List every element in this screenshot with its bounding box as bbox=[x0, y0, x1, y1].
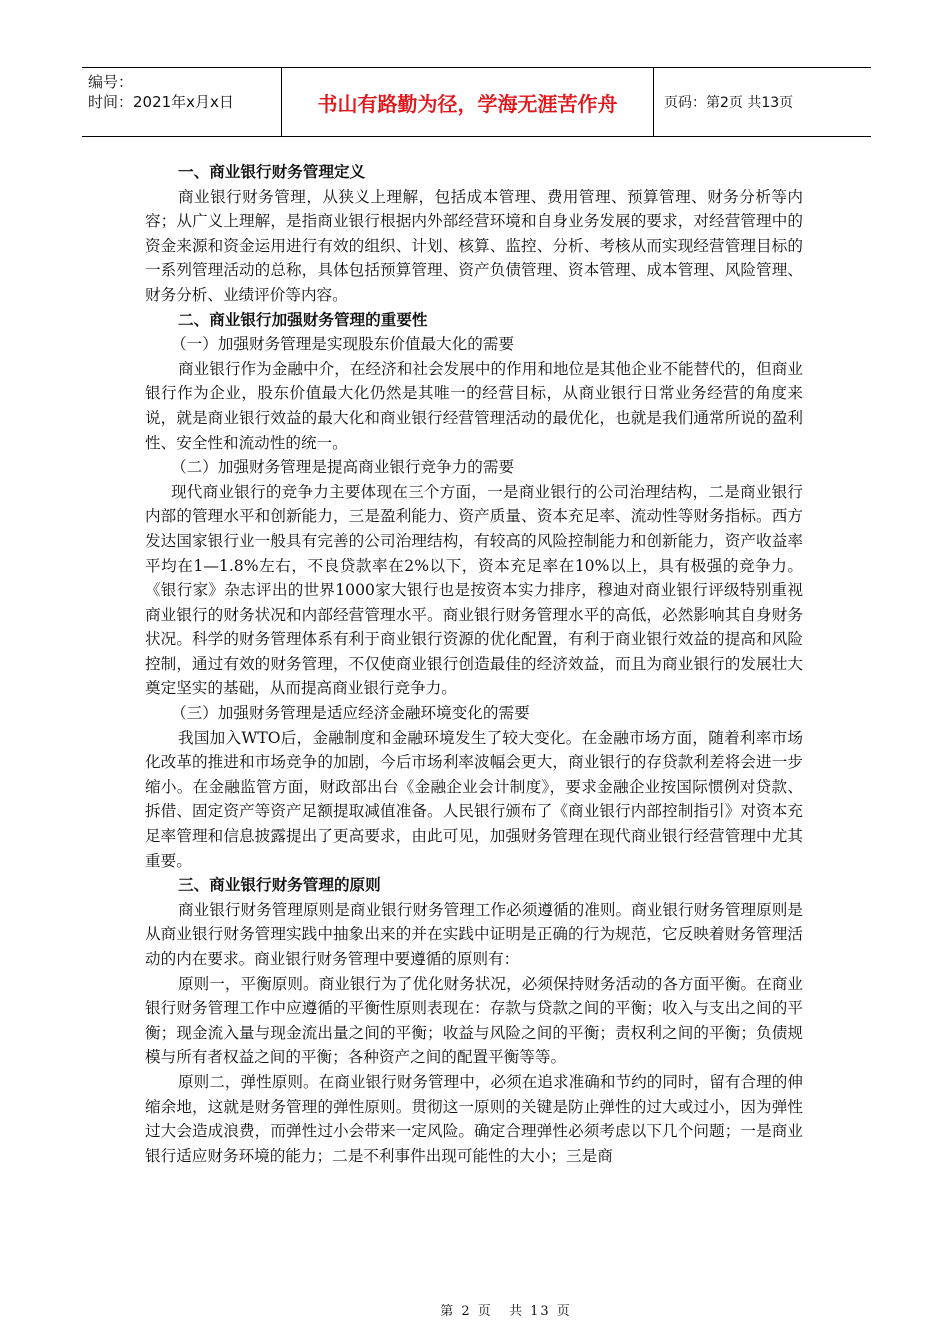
body-paragraph: 原则一，平衡原则。商业银行为了优化财务状况，必须保持财务活动的各方面平衡。在商业银行财务管理工作中应遵循的平衡性原则表现在：存款与贷款之间的平衡；收入与支出之间的平衡；现金流入量与现金流出量之间的平衡；收益与风险之间的平衡；责权利之间的平衡；负债规模与所有者权益之间的平衡；各种资产之间的配置平衡等等。 bbox=[145, 974, 803, 1067]
header-info-cell bbox=[82, 68, 282, 136]
body-paragraph: 商业银行财务管理，从狭义上理解，包括成本管理、费用管理、预算管理、财务分析等内容；从广义上理解，是指商业银行根据内外部经营环境和自身业务发展的要求，对经营管理中的资金来源和资金运用进行有效的组织、计划、核算、监控、分析、考核从而实现经营管理目标的一系列管理活动的总称，具体包括预算管理、资产负债管理、资本管理、成本管理、风险管理、财务分析、业绩评价等内容。 bbox=[145, 187, 803, 304]
section-heading: 二、商业银行加强财务管理的重要性 bbox=[178, 309, 428, 329]
footer-total-pages: 共 13 页 bbox=[508, 1304, 572, 1319]
document-body bbox=[145, 160, 803, 1168]
body-paragraph: 我国加入WTO后，金融制度和金融环境发生了较大变化。在金融市场方面，随着利率市场化改革的推进和市场竞争的加剧，今后市场利率波幅会更大，商业银行的存贷款利差将会进一步缩小。在金融监管方面，财政部出台《金融企业会计制度》，要求金融企业按国际惯例对贷款、拆借、固定资产等资产足额提取减值准备。人民银行颁布了《商业银行内部控制指引》对资本充足率管理和信息披露提出了更高要求，由此可见，加强财务管理在现代商业银行经营管理中尤其重要。 bbox=[145, 728, 803, 870]
header-motto-cell bbox=[282, 68, 654, 136]
body-paragraph: 现代商业银行的竞争力主要体现在三个方面，一是商业银行的公司治理结构，二是商业银行内部的管理水平和创新能力，三是盈利能力、资产质量、资本充足率、流动性等财务指标。西方发达国家银行业一般具有完善的公司治理结构，有较高的风险控制能力和创新能力，资产收益率平均在1—1.8%左右，不良贷款率在2%以下，资本充足率在10%以上，具有极强的竞争力。《银行家》杂志评出的世界1000家大银行也是按资本实力排序，穆迪对商业银行评级特别重视商业银行的财务状况和内部经营管理水平。商业银行财务管理水平的高低，必然影响其自身财务状况。科学的财务管理体系有利于商业银行资源的优化配置，有利于商业银行效益的提高和风险控制，通过有效的财务管理，不仅使商业银行创造最佳的经济效益，而且为商业银行的发展壮大奠定坚实的基础，从而提高商业银行竞争力。 bbox=[145, 482, 803, 698]
subsection-heading: （二）加强财务管理是提高商业银行竞争力的需要 bbox=[171, 458, 515, 477]
page-footer bbox=[0, 1300, 950, 1319]
header-page-cell bbox=[654, 68, 871, 136]
body-paragraph: 商业银行作为金融中介，在经济和社会发展中的作用和地位是其他企业不能替代的，但商业银行作为企业，股东价值最大化仍然是其唯一的经营目标，从商业银行日常业务经营的角度来说，就是商业银行效益的最大化和商业银行经营管理活动的最优化，也就是我们通常所说的盈利性、安全性和流动性的统一。 bbox=[145, 359, 803, 452]
number-label: 编号： bbox=[88, 73, 134, 91]
section-heading: 一、商业银行财务管理定义 bbox=[178, 162, 366, 181]
document-header bbox=[82, 67, 871, 137]
subsection-heading: （一）加强财务管理是实现股东价值最大化的需要 bbox=[171, 335, 515, 354]
footer-page-number: 第 2 页 bbox=[440, 1304, 493, 1319]
subsection-heading: （三）加强财务管理是适应经济金融环境变化的需要 bbox=[171, 704, 530, 723]
body-paragraph: 原则二，弹性原则。在商业银行财务管理中，必须在追求准确和节约的同时，留有合理的伸缩余地，这就是财务管理的弹性原则。贯彻这一原则的关键是防止弹性的过大或过小，因为弹性过大会造成浪费，而弹性过小会带来一定风险。确定合理弹性必须考虑以下几个问题；一是商业银行适应财务环境的能力；二是不利事件出现可能性的大小；三是商 bbox=[145, 1072, 803, 1165]
page-label: 页码：第2页 共13页 bbox=[664, 95, 794, 111]
motto: 书山有路勤为径，学海无涯苦作舟 bbox=[317, 91, 618, 116]
body-paragraph: 商业银行财务管理原则是商业银行财务管理工作必须遵循的准则。商业银行财务管理原则是从商业银行财务管理实践中抽象出来的并在实践中证明是正确的行为规范，它反映着财务管理活动的内在要求。商业银行财务管理中要遵循的原则有： bbox=[145, 900, 803, 968]
time-label: 时间：2021年x月x日 bbox=[88, 93, 234, 111]
section-heading: 三、商业银行财务管理的原则 bbox=[178, 875, 381, 895]
